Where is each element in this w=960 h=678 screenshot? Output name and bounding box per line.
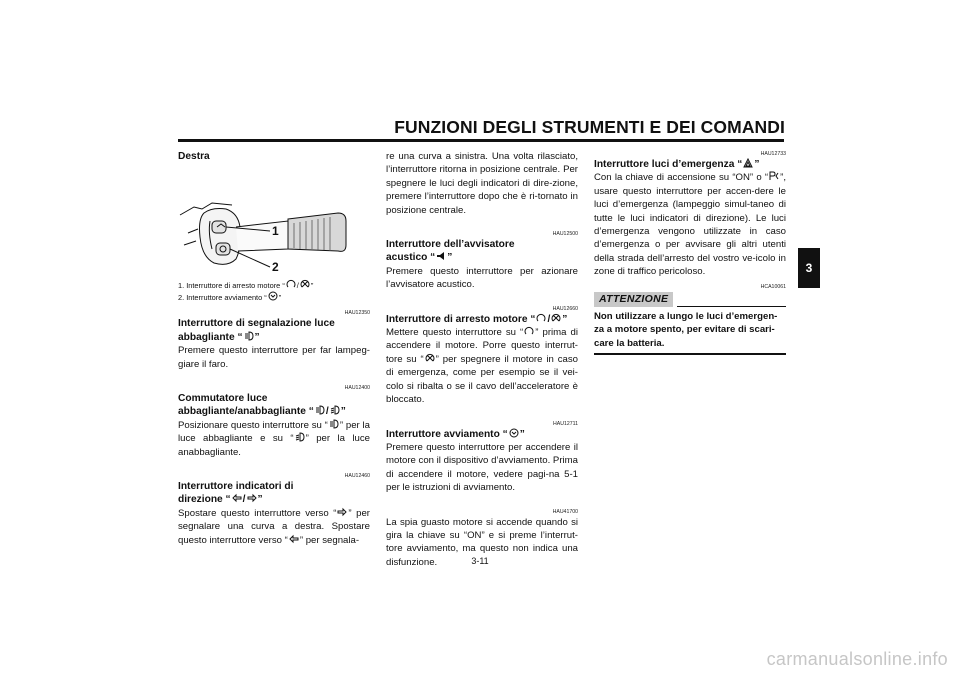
heading-dimmer-line2: abbagliante/anabbagliante “ [178, 406, 314, 418]
code-hca10061: HCA10061 [760, 283, 786, 290]
caution-header [594, 292, 786, 307]
heading-engine-stop-end: ” [562, 313, 568, 325]
caution-bottom-rule [594, 353, 786, 355]
code-hau12460: HAU12460 [344, 473, 370, 480]
heading-hazard-switch [594, 158, 786, 171]
engine-run-icon [524, 326, 534, 336]
header-rule [178, 139, 784, 142]
handlebar-switch-figure [178, 163, 370, 275]
handlebar-illustration [178, 163, 370, 275]
heading-start-end: ” [519, 428, 525, 440]
page-number: 3-11 [471, 556, 489, 566]
start-icon [509, 428, 519, 438]
caution-badge: ATTENZIONE [594, 292, 673, 307]
caption-1-end: ” [310, 281, 314, 291]
column-2 [386, 150, 578, 569]
heading-turn-signal: Interruttore indicatori di direzione “ / ” [178, 481, 294, 506]
body-pass-switch: Premere questo interruttore per far lampeg-giare il faro. [178, 345, 370, 370]
heading-horn-end: ” [447, 252, 453, 264]
column-3 [594, 150, 786, 355]
code-hau41700: HAU41700 [552, 508, 578, 515]
body-turn-1: Spostare questo interruttore verso “ [178, 507, 337, 519]
code-hau12400: HAU12400 [344, 385, 370, 392]
hazard-icon [743, 158, 753, 168]
body-turn-signal-continued: re una curva a sinistra. Una volta rilasciato, l’interruttore ritorna in posizione centrale. Per spegnere le luci degli indicatori di dire-zione, premere l’interruttore dopo che è ri-tornato in posizione centrale. [386, 151, 578, 216]
heading-engine-stop-text: Interruttore di arresto motore “ [386, 313, 536, 325]
caption-2 [178, 291, 370, 303]
heading-turn-line1: Interruttore indicatori di [178, 481, 294, 493]
high-beam-icon [244, 331, 254, 341]
heading-dimmer-end: ” [340, 406, 346, 418]
caption-2-text: 2. Interruttore avviamento “ [178, 293, 267, 303]
body-dimmer-switch [178, 419, 370, 459]
turn-right-icon [247, 493, 257, 503]
heading-horn-line2: acustico “ [386, 252, 436, 264]
code-hau12500: HAU12500 [552, 231, 578, 238]
low-beam-icon [295, 432, 305, 442]
code-hau12711: HAU12711 [553, 420, 578, 427]
heading-turn-line2: direzione “ [178, 494, 231, 506]
body-dimmer-2: ” per la luce abbagliante e su “ [178, 419, 371, 445]
caption-1-text: 1. Interruttore di arresto motore “ [178, 281, 285, 291]
body-dimmer-1: Posizionare questo interruttore su “ [178, 419, 328, 431]
turn-left-icon [289, 534, 299, 544]
chapter-tab: 3 [798, 248, 820, 288]
body-engine-stop-2: ” prima di accendere il motore. Porre questo interrut-tore su “ [386, 327, 578, 365]
body-horn-switch: Premere questo interruttore per azionare l’avvisatore acustico. [386, 265, 578, 291]
engine-stop-icon [300, 279, 310, 289]
heading-horn-line1: Interruttore dell’avvisatore [386, 239, 515, 251]
caption-1: 1. Interruttore di arresto motore “ / ” [178, 281, 314, 291]
engine-stop-icon [425, 353, 435, 363]
start-icon [268, 291, 278, 301]
figure-label-2: 2 [272, 260, 279, 275]
heading-pass-switch-end: ” [254, 331, 260, 343]
body-turn-2: ” per segnalare una curva a destra. Spostare questo interruttore verso “ [178, 507, 370, 546]
heading-hazard-text: Interruttore luci d’emergenza “ [594, 159, 743, 170]
heading-pass-switch [178, 317, 370, 344]
body-start-switch: Premere questo interruttore per accendere il motore con il dispositivo d’avviamento. Prima di accendere il motore, vedere pagi-na 5-1 per le istruzioni di avviamento. [386, 441, 578, 494]
high-beam-icon [329, 419, 339, 429]
body-hazard-switch [594, 171, 786, 278]
engine-run-icon [536, 313, 546, 323]
heading-dimmer-switch: Commutatore luce abbagliante/anabbagliante “ / ” [178, 393, 346, 418]
code-hau12350: HAU12350 [344, 310, 370, 317]
caption-2-end: ” [278, 293, 282, 303]
body-engine-stop-3: ” per spegnere il motore in caso di emergenza, come per esempio se il vei-colo si ribalta o se il cavo dell’acceleratore è bloccato. [386, 353, 578, 406]
body-engine-trouble-light: La spia guasto motore si accende quando si gira la chiave su “ON” e si preme l’interrut-tore avviamento, ma questo non indica una disfunzione. [386, 516, 578, 568]
heading-pass-switch-line2: abbagliante “ [178, 331, 243, 343]
low-beam-icon [330, 405, 340, 415]
heading-turn-end: ” [257, 494, 263, 506]
code-hau12733: HAU12733 [760, 151, 786, 157]
turn-right-icon [337, 507, 347, 517]
heading-dimmer-line1: Commutatore luce [178, 393, 268, 405]
high-beam-icon [315, 405, 325, 415]
caution-text: Non utilizzare a lungo le luci d’emergen-za a motore spento, per evitare di scari-care la batteria. [594, 311, 778, 349]
heading-start-text: Interruttore avviamento “ [386, 428, 508, 440]
body-turn-signal [178, 507, 370, 547]
section-title-destra: Destra [178, 151, 210, 162]
caution-rule [677, 306, 786, 307]
heading-pass-switch-line1: Interruttore di segnalazione luce [178, 318, 335, 330]
body-turn-3: ” per segnala- [299, 534, 360, 546]
body-dimmer-3: ” per la luce anabbagliante. [178, 433, 371, 458]
heading-horn-switch [386, 238, 578, 265]
figure-label-1: 1 [272, 224, 279, 239]
column-1 [178, 150, 370, 547]
body-hazard-2: ”, usare questo interruttore per accen-dere le luci d’emergenza (lampeggio simul-taneo di tutte le luci indicatori di direzione). Le luci d’emergenza vengono utilizzate in caso d’emergenza o per avvisare gli altri utenti della strada dell’arresto del vostro ve-icolo in zone di traffico pericoloso. [594, 172, 786, 278]
engine-run-icon [286, 279, 296, 289]
heading-start-switch [386, 428, 578, 441]
watermark: carmanualsonline.info [766, 649, 948, 669]
figure-captions [178, 279, 370, 303]
parking-icon [769, 171, 779, 181]
code-hau12660: HAU12660 [552, 305, 578, 312]
page-title: FUNZIONI DEGLI STRUMENTI E DEI COMANDI [394, 117, 785, 137]
body-engine-stop-1: Mettere questo interruttore su “ [386, 327, 524, 339]
heading-hazard-end: ” [754, 159, 760, 170]
heading-engine-stop-switch: Interruttore di arresto motore “ / ” [386, 313, 568, 325]
body-hazard-1: Con la chiave di accensione su “ON” o “ [594, 172, 769, 184]
engine-stop-icon [551, 313, 561, 323]
body-engine-stop-switch [386, 326, 578, 406]
horn-icon [436, 251, 446, 261]
turn-left-icon [232, 493, 242, 503]
